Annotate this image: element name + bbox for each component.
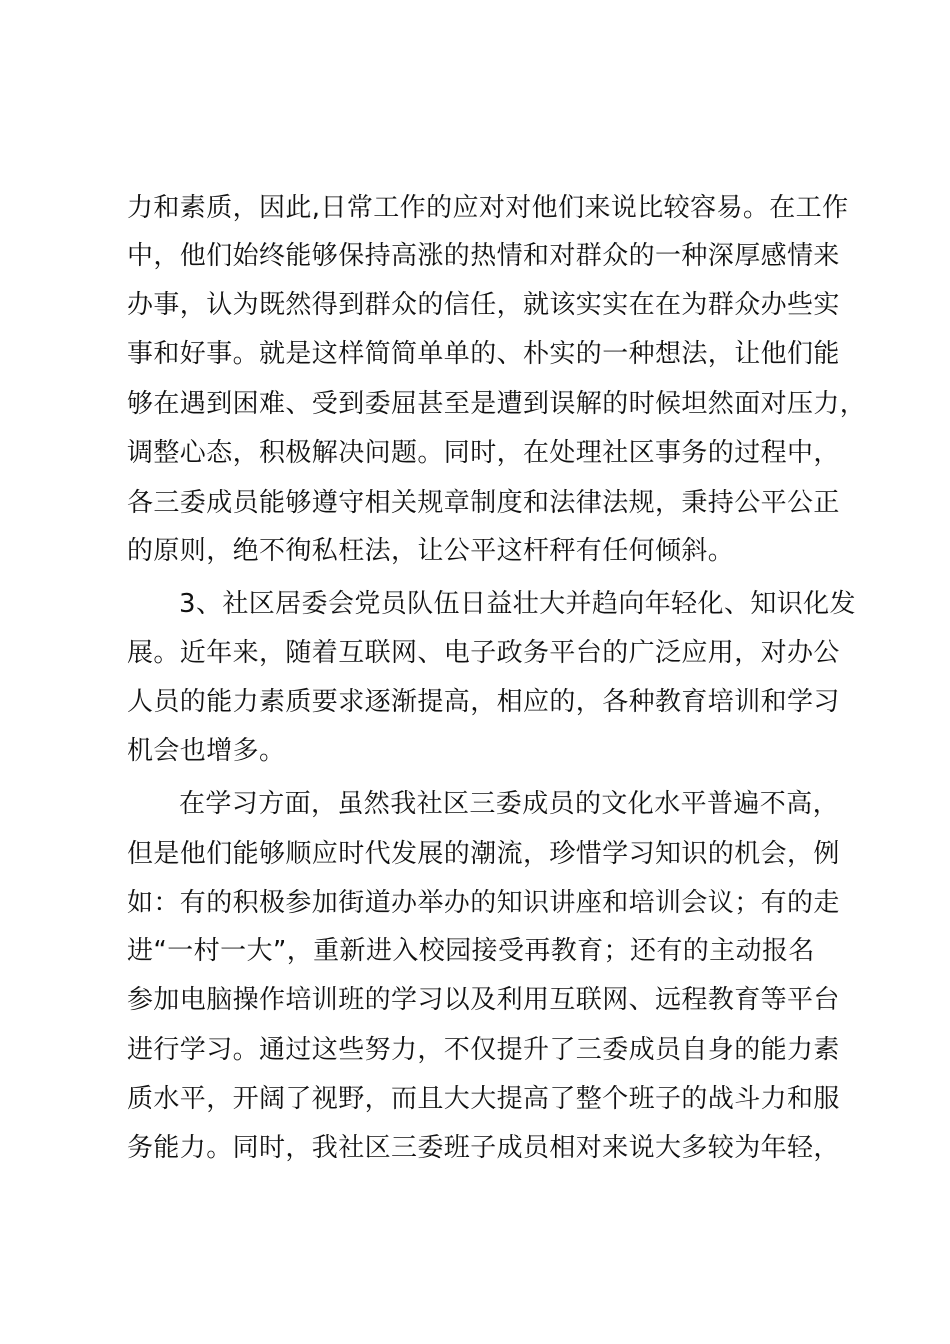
text-line: 质水平，开阔了视野，而且大大提高了整个班子的战斗力和服 <box>127 1084 840 1114</box>
text-line: 够在遇到困难、受到委屈甚至是遭到误解的时候坦然面对压力， <box>127 389 867 419</box>
text-line: 的原则，绝不徇私枉法，让公平这杆秤有任何倾斜。 <box>127 536 735 566</box>
text-line: 进“一村一大”，重新进入校园接受再教育；还有的主动报名 <box>127 936 815 966</box>
text-line: 在学习方面，虽然我社区三委成员的文化水平普遍不高， <box>179 789 840 819</box>
text-line: 中，他们始终能够保持高涨的热情和对群众的一种深厚感情来 <box>127 241 840 271</box>
text-line: 参加电脑操作培训班的学习以及利用互联网、远程教育等平台 <box>127 985 840 1015</box>
text-line: 进行学习。通过这些努力，不仅提升了三委成员自身的能力素 <box>127 1035 840 1065</box>
text-line: 人员的能力素质要求逐渐提高，相应的，各种教育培训和学习 <box>127 687 840 717</box>
text-line: 事和好事。就是这样简简单单的、朴实的一种想法，让他们能 <box>127 339 840 369</box>
text-line: 但是他们能够顺应时代发展的潮流，珍惜学习知识的机会，例 <box>127 839 840 869</box>
text-line: 各三委成员能够遵守相关规章制度和法律法规，秉持公平公正 <box>127 488 840 518</box>
text-line: 如：有的积极参加街道办举办的知识讲座和培训会议；有的走 <box>127 888 840 918</box>
text-line: 力和素质，因此,日常工作的应对对他们来说比较容易。在工作 <box>127 193 849 223</box>
text-line: 办事，认为既然得到群众的信任，就该实实在在为群众办些实 <box>127 290 840 320</box>
text-line: 务能力。同时，我社区三委班子成员相对来说大多较为年轻， <box>127 1133 840 1163</box>
text-line: 展。近年来，随着互联网、电子政务平台的广泛应用，对办公 <box>127 638 840 668</box>
text-line: 机会也增多。 <box>127 736 286 766</box>
text-line: 调整心态，积极解决问题。同时，在处理社区事务的过程中， <box>127 438 840 468</box>
text-line: 3、社区居委会党员队伍日益壮大并趋向年轻化、知识化发 <box>179 589 856 619</box>
